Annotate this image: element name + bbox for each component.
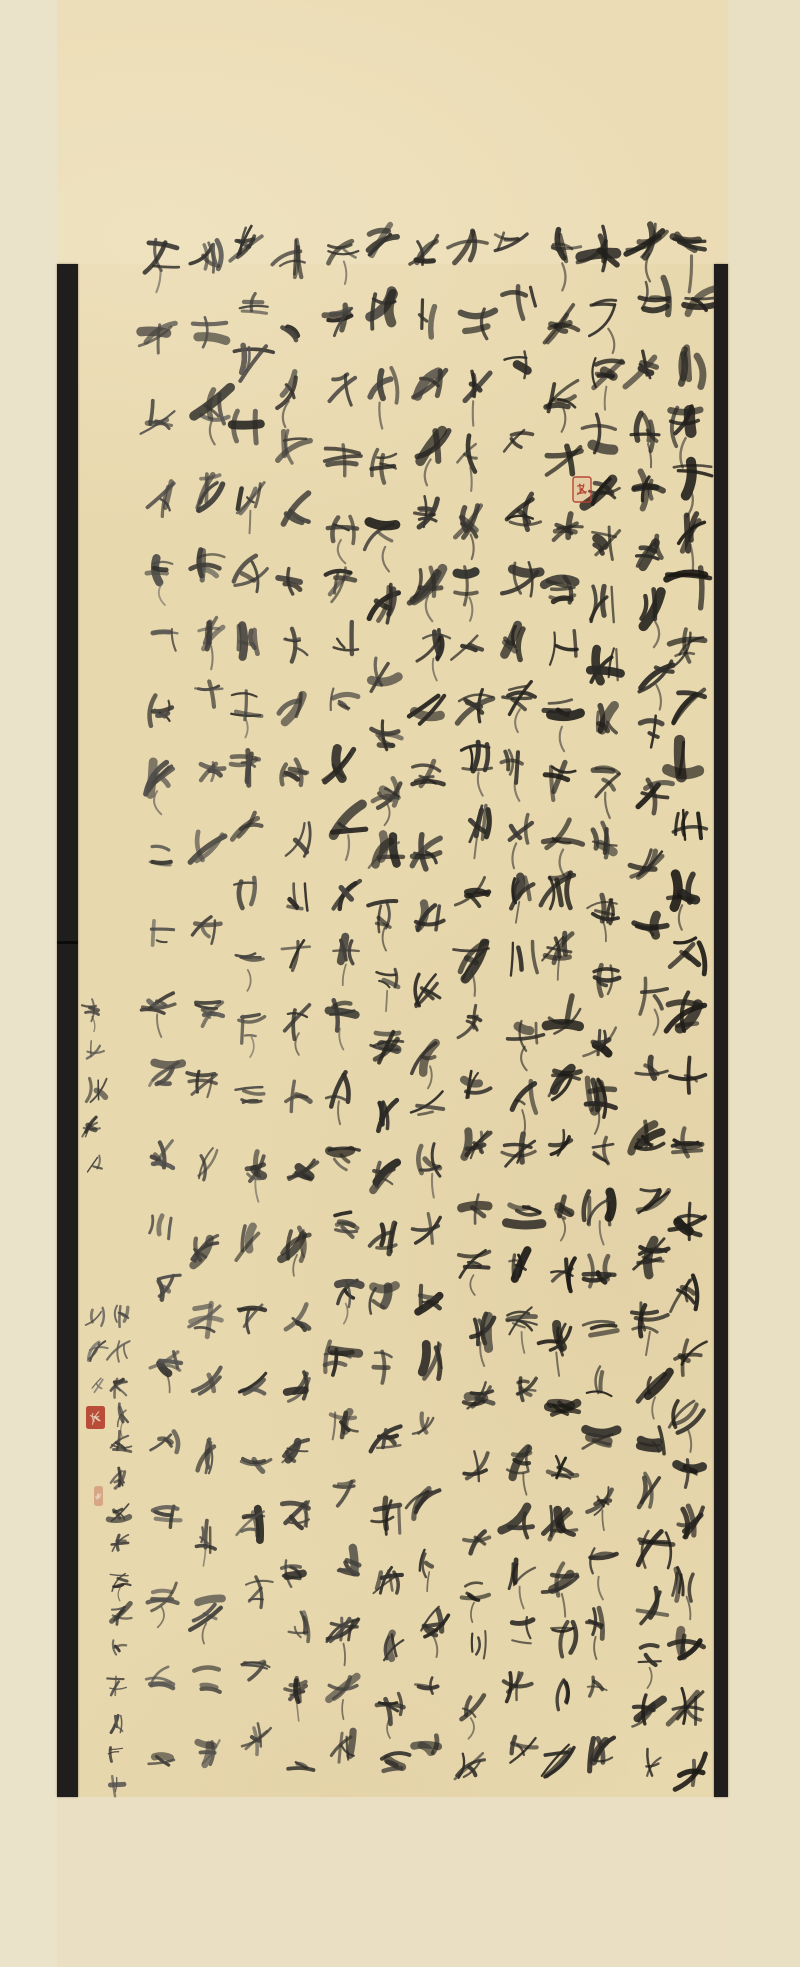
calligraphy-column-101 [82, 999, 107, 1172]
calligraphy-column-4 [539, 230, 583, 1777]
calligraphy-column-5 [495, 233, 543, 1763]
calligraphy-column-6 [448, 231, 495, 1779]
calligraphy-column-11 [230, 226, 273, 1754]
colophon-signature-column [82, 999, 108, 1392]
calligraphy-column-9 [323, 241, 366, 1762]
calligraphy-column-10 [272, 240, 317, 1770]
artist-signature-seal [86, 1406, 105, 1429]
calligraphy-column-1 [666, 235, 719, 1790]
calligraphy-column-3 [578, 226, 623, 1771]
calligraphy-column-2 [625, 224, 673, 1776]
calligraphy-column-102 [86, 1308, 108, 1393]
calligraphy-column-13 [139, 239, 182, 1765]
calligraphy-column-7 [406, 236, 450, 1753]
leisure-seal [573, 477, 591, 502]
collector-seal-faint [94, 1486, 103, 1506]
calligraphy-column-8 [365, 225, 410, 1771]
calligraphy-column-14 [107, 1306, 131, 1797]
calligraphy-column-12 [187, 241, 230, 1765]
